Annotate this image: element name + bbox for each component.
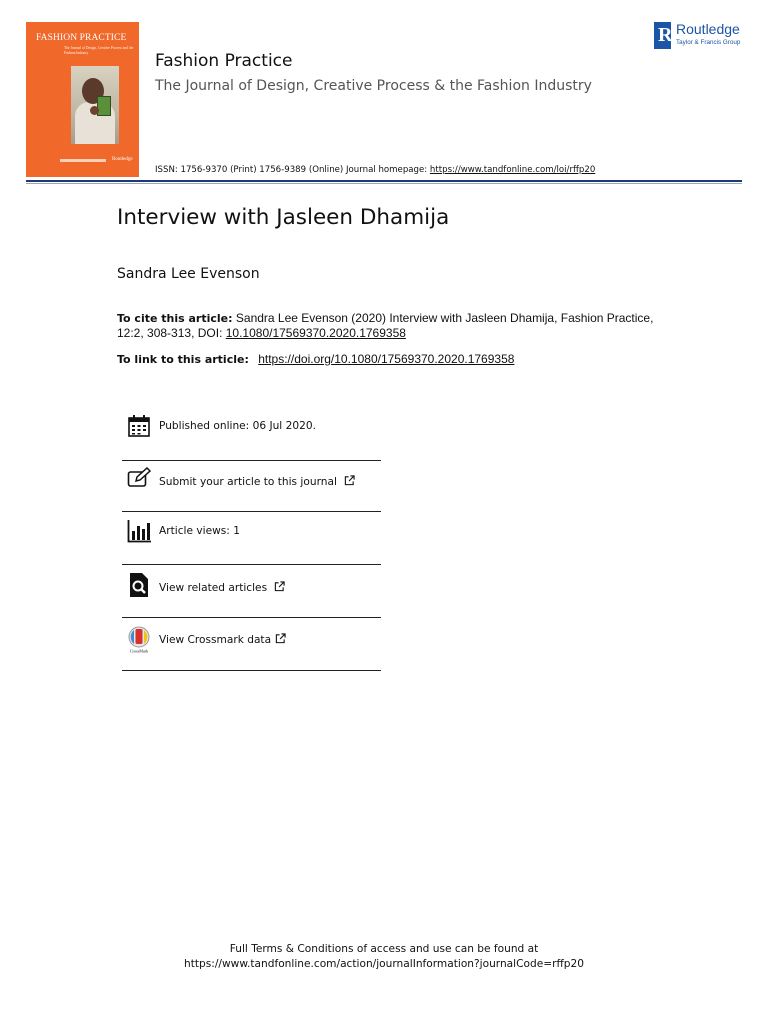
external-link-icon bbox=[274, 581, 285, 592]
link-label: To link to this article: bbox=[117, 353, 249, 366]
header-divider bbox=[26, 180, 742, 182]
cover-publisher: Routledge bbox=[112, 157, 133, 162]
journal-subtitle: The Journal of Design, Creative Process & the Fashion Industry bbox=[155, 78, 592, 94]
footer-terms-link[interactable]: https://www.tandfonline.com/action/journalInformation?journalCode=rffp20 bbox=[184, 958, 584, 970]
cite-label: To cite this article: bbox=[117, 312, 233, 325]
submit-label: Submit your article to this journal bbox=[159, 476, 337, 488]
info-divider bbox=[122, 511, 381, 512]
related-row[interactable] bbox=[123, 573, 381, 613]
journal-homepage-link[interactable]: https://www.tandfonline.com/loi/rffp20 bbox=[429, 165, 596, 175]
related-label: View related articles bbox=[159, 582, 268, 594]
published-date: Published online: 06 Jul 2020. bbox=[159, 420, 316, 432]
routledge-logo[interactable] bbox=[654, 22, 746, 50]
submit-link[interactable] bbox=[159, 475, 355, 488]
citation bbox=[117, 311, 677, 341]
info-divider bbox=[122, 670, 381, 671]
crossmark-label: View Crossmark data bbox=[159, 634, 272, 646]
document-search-icon bbox=[127, 573, 151, 597]
crossmark-link[interactable] bbox=[159, 633, 286, 646]
submit-row[interactable] bbox=[123, 467, 381, 507]
calendar-icon bbox=[127, 414, 151, 438]
crossmark-icon bbox=[127, 626, 151, 654]
cover-title: FASHION PRACTICE bbox=[36, 33, 127, 43]
related-link[interactable] bbox=[159, 581, 285, 594]
article-author: Sandra Lee Evenson bbox=[117, 266, 260, 282]
issn-line bbox=[155, 165, 595, 175]
routledge-r-icon: R bbox=[654, 22, 671, 49]
crossmark-row[interactable] bbox=[123, 626, 381, 666]
bar-chart-icon bbox=[127, 519, 151, 543]
cover-photo bbox=[71, 66, 119, 144]
article-title: Interview with Jasleen Dhamija bbox=[117, 205, 450, 230]
journal-title: Fashion Practice bbox=[155, 51, 293, 71]
edit-icon bbox=[127, 467, 151, 491]
cite-text: Sandra Lee Evenson (2020) Interview with Jasleen Dhamija, Fashion Practice, 12:2, 308-313, DOI: bbox=[117, 311, 654, 340]
cite-doi-link[interactable]: 10.1080/17569370.2020.1769358 bbox=[225, 326, 406, 340]
article-views: Article views: 1 bbox=[159, 525, 240, 537]
article-doi-link[interactable]: https://doi.org/10.1080/17569370.2020.1769358 bbox=[258, 352, 515, 366]
published-row bbox=[123, 414, 381, 454]
info-divider bbox=[122, 564, 381, 565]
header-divider-thin bbox=[26, 183, 742, 184]
info-divider bbox=[122, 460, 381, 461]
cover-subtitle: The Journal of Design, Creative Process and the Fashion Industry bbox=[64, 46, 134, 55]
info-divider bbox=[122, 617, 381, 618]
external-link-icon bbox=[344, 475, 355, 486]
publisher-tagline: Taylor & Francis Group bbox=[676, 39, 741, 46]
publisher-name: Routledge bbox=[676, 21, 740, 37]
article-link bbox=[117, 352, 677, 366]
external-link-icon bbox=[275, 633, 286, 644]
footer-terms bbox=[0, 942, 768, 972]
views-row bbox=[123, 519, 381, 559]
journal-cover bbox=[26, 22, 139, 177]
cover-issue-bar bbox=[60, 159, 106, 162]
issn-text: ISSN: 1756-9370 (Print) 1756-9389 (Online) Journal homepage: bbox=[155, 165, 430, 175]
crossmark-icon-label: CrossMark bbox=[129, 648, 149, 654]
footer-line: Full Terms & Conditions of access and use can be found at bbox=[229, 943, 539, 955]
